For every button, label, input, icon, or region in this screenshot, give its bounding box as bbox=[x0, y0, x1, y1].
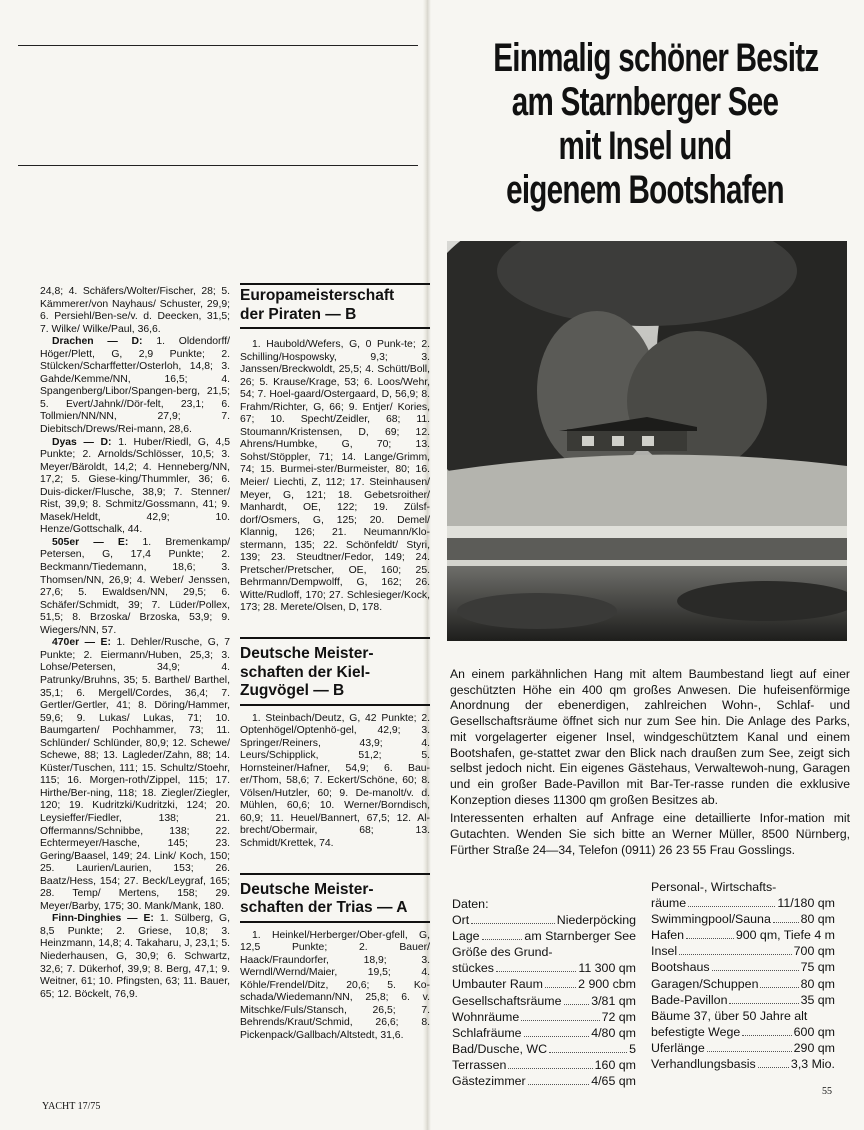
fact-leader-dots bbox=[686, 938, 734, 939]
section-rule bbox=[240, 637, 430, 639]
fact-value: 5 bbox=[629, 1041, 636, 1056]
results-text: 1. Dehler/Rusche, G, 7 Punkte; 2. Eiermann/Huben, 25,3; 3. Lohse/Petersen, 34,9; 4. Patrunky/Bruhns, 35; 5. Barthel/ Barthel, 35,1; 6. Mergell/Cordes, 36,4; 7. Gertler/Gertler, 41; 8. Döring/Hammer, 59,6; 9. Lukas/ Lukas, 71; 10. Baumgarten/ Pochhammer, 73; 11. Schlünder/ Schlünder, 80,9; 12. Schewe/ Schewe, 88; 13. Lagleder/Zahn, 88; 14. Küster/Tuschen, 111; 15. Schultz/Stoehr, 115; 16. Morgen-roth/Zippel, 115; 17. Hirthe/Ber-ning, 118; 18. Ziegler/Ziegler, 120; 19. Kudritzki/Kudritzki, 124; 20. Leysieffer/Fiedler, 138; 21. Offermanns/Schnibbe, 138; 22. Echtermeyer/Hasche, 145; 23. Gering/Baasel, 149; 24. Link/ Koch, 150; 25. Laurien/Laurien, 153; 26. Baatz/Hess, 154; 27. Beck/Leygraf, 165; 28. Temp/ Mertens, 158; 29. Meyer/Barby, 175; 30. Mank/Mank, 180. bbox=[40, 637, 231, 912]
estate-photo bbox=[447, 241, 847, 641]
fact-value: 700 qm bbox=[793, 944, 835, 959]
fact-value: 3/81 qm bbox=[591, 993, 636, 1008]
fact-label: stückes bbox=[452, 961, 495, 976]
kiel-results: 1. Steinbach/Deutz, G, 42 Punkte; 2. Optenhögel/Optenhö-gel, 42,9; 3. Springer/Reiners, 43,9; 4. Leurs/Schipplick, 51,2; 5. Hornsteiner/Hafner, 54,9; 6. Bau-er/Thom, 58,6; 7. Eckert/Schöne, 60; 8. Völsen/Hutzler, 60; 9. De-manolt/v. d. Mühlen, 60,6; 10. Werner/Borndisch, 60,9; 11. Heuel/Bannert, 67,5; 12. Al-brecht/Obermair, 68; 13. Schmidt/Krettek, 74. bbox=[240, 712, 430, 849]
fact-row bbox=[452, 944, 636, 960]
fact-row bbox=[651, 1008, 835, 1024]
ad-description: An einem parkähnlichen Hang mit altem Baumbestand liegt auf einer geschützten Höhe ein 400 qm großes Anwesen. Die hufeisenförmige Anordnung der ebenerdigen, zahlreichen Wohn-, Schlaf- und Gesellschaftsräume öffnet sich nur zum See hin. Die Anlage des Parks, mit vorgelagerter eigener Insel, windgeschütztem Kanal und einem Bootshafen, ge-stattet zwar den Blick nach draußen zum See, zeigt sich selbst jedoch nicht. Ein eigenes Gästehaus, Verwaltewoh-nung, Garagen und ein großer Bade-Pavillon mit Bar-Ter-rasse runden die exklusive Konzeption dieses 11300 qm großen Besitzes ab. bbox=[450, 667, 850, 807]
fact-value: 72 qm bbox=[601, 1009, 636, 1024]
results-paragraph: 505er — E: 1. Bremenkamp/ Petersen, G, 17,4 Punkte; 2. Beckmann/Tiedemann, 18,6; 3. Thomsen/NN, 26,9; 4. Weber/ Jenssen, 27,6; 5. Ewaldsen/NN, 29,5; 6. Schäfer/Schmidt, 39; 7. Lüder/Pollex, 51,5; 8. Brzoska/ Brzoska, 53,9; 9. Wiegers/NN, 57. bbox=[40, 536, 231, 636]
fact-row bbox=[452, 976, 636, 992]
headline-line: am Starnberger See bbox=[511, 80, 779, 124]
fact-value: 900 qm, Tiefe 4 m bbox=[735, 928, 835, 943]
fact-label: Swimmingpool/Sauna bbox=[651, 912, 771, 927]
fact-label: Insel bbox=[651, 944, 678, 959]
top-rule-1 bbox=[18, 45, 418, 46]
fact-row bbox=[452, 993, 636, 1009]
fact-label: Gästezimmer bbox=[452, 1074, 526, 1089]
section-title-kiel-zugvoegel: Deutsche Meister- schaften der Kiel- Zugvögel — B bbox=[240, 645, 374, 700]
fact-label: Bäume 37, über 50 Jahre alt bbox=[651, 1008, 808, 1023]
fact-label: Wohnräume bbox=[452, 1009, 520, 1024]
fact-value: am Starnberger See bbox=[524, 929, 636, 944]
fact-row bbox=[452, 1025, 636, 1041]
facts-right bbox=[651, 879, 835, 1072]
fact-row bbox=[651, 1024, 835, 1040]
results-text: 1. Sülberg, G, 8,5 Punkte; 2. Griese, 10,8; 3. Heinzmann, 14,8; 4. Takaharu, J, 23,1; 5. Niederhausen, G, 30,9; 6. Schwartz, 32,6; 7. Dükerhof, 39,9; 8. Berg, 47,1; 9. Weitner, 61; 10. Pfingsten, 63; 11. Bauer, 65; 12. Böckelt, 76,9. bbox=[40, 913, 230, 1000]
fact-row bbox=[651, 1040, 835, 1056]
fact-row bbox=[452, 960, 636, 976]
fact-value: 4/65 qm bbox=[591, 1074, 636, 1089]
fact-leader-dots bbox=[688, 906, 775, 907]
results-paragraph: Dyas — D: 1. Huber/Riedl, G, 4,5 Punkte; 2. Arnolds/Schlösser, 10,5; 3. Meyer/Bäroldt, 14,2; 4. Henneberg/NN, 17,2; 5. Giese-king/Thummler, 36; 6. Duis-dicker/Flusche, 38,9; 7. Stenner/ Rist, 39,9; 8. Schmitz/Gossmann, 41; 9. Masek/Heldt, 42,9; 10. Henze/Gottschalk, 44. bbox=[40, 436, 230, 536]
fact-label: Uferlänge bbox=[651, 1040, 705, 1055]
fact-row bbox=[452, 1041, 636, 1057]
piraten-results: 1. Haubold/Wefers, G, 0 Punk-te; 2. Schilling/Hospowsky, 9,3; 3. Janssen/Breckwoldt, 25,5; 4. Schütt/Boll, 26; 5. Krause/Krage, 53; 6. Loos/Wehr, 54; 7. Hoel-gaard/Ostergaard, D, 56,9; 8. Frahm/Richter, G, 66; 9. Entjer/ Kories, 67; 10. Specht/Zeidler, 68; 11. Stoumann/Kristensen, D, 69; 12. Ahrens/Humbke, G, 70; 13. Sohst/Stöppler, 71; 14. Lange/Grimm, 74; 15. Burmei-ster/Burmeister, 80; 16. Meier/ Liechti, Z, 112; 17. Steinhausen/ Meyer, G, 121; 18. Gebetsroither/ Manhardt, OE, 122; 19. Zülsf-dorf/Osmers, G, 125; 20. Demel/ Klannig, 126; 21. Neumann/Klo-stermann, 135; 22. Schönfeldt/ Styri, 139; 23. Steudtner/Fedor, 149; 24. Pretscher/Pretscher, OE, 160; 25. Behrmann/Dempwolff, G, 162; 26. Witte/Rudloff, 170; 27. Schlesieger/Kock, 173; 28. Merete/Olsen, D, 178. bbox=[240, 339, 430, 614]
top-rule-2 bbox=[18, 165, 418, 166]
section-title-trias: Deutsche Meister- schaften der Trias — A bbox=[240, 880, 408, 917]
fact-label: Umbauter Raum bbox=[452, 977, 543, 992]
facts-left bbox=[452, 896, 636, 1089]
fact-value: 3,3 Mio. bbox=[790, 1057, 835, 1072]
fact-label: Bade-Pavillon bbox=[651, 992, 728, 1007]
headline-line: Einmalig schöner Besitz bbox=[493, 36, 819, 80]
lake-house-image bbox=[447, 241, 847, 641]
fact-row bbox=[651, 992, 835, 1008]
results-text: 1. Huber/Riedl, G, 4,5 Punkte; 2. Arnolds/Schlösser, 10,5; 3. Meyer/Bäroldt, 14,2; 4. Henneberg/NN, 17,2; 5. Giese-king/Thummler, 36; 6. Duis-dicker/Flusche, 38,9; 7. Stenner/ Rist, 39,9; 8. Schmitz/Gossmann, 41; 9. Masek/Heldt, 42,9; 10. Henze/Gottschalk, 44. bbox=[40, 436, 230, 536]
section-title-piraten: Europameisterschaft der Piraten — B bbox=[240, 287, 395, 323]
fact-leader-dots bbox=[564, 1004, 590, 1005]
fact-row bbox=[452, 1057, 636, 1073]
results-text: 1. Oldendorff/ Höger/Plett, G, 2,9 Punkte; 2. Stülcken/Scharffetter/Osterloh, 14,8; 3. Gahde/Kemme/NN, 16,5; 4. Spangenberg/Libor/Spangen-berg, 21,5; 5. Evert/Jahnk//Dör-felt, 23,1; 6. Tollmien/NN/NN, 27,9; 7. Diebitsch/Drews/Rei-mann, 28,6. bbox=[40, 336, 230, 436]
fact-row bbox=[452, 928, 636, 944]
section-rule bbox=[240, 704, 430, 706]
facts-heading: Daten: bbox=[452, 897, 489, 911]
fact-leader-dots bbox=[528, 1084, 590, 1085]
fact-row bbox=[452, 1009, 636, 1025]
fact-value: Niederpöcking bbox=[556, 913, 636, 928]
results-column-left bbox=[40, 286, 230, 1001]
fact-row bbox=[651, 927, 835, 943]
fact-label: Garagen/Schuppen bbox=[651, 976, 759, 991]
headline-line: mit Insel und bbox=[558, 124, 732, 168]
section-rule bbox=[240, 283, 430, 285]
fact-label: Terrassen bbox=[452, 1057, 507, 1072]
section-rule bbox=[240, 921, 430, 923]
fact-row bbox=[651, 1056, 835, 1072]
fact-value: 160 qm bbox=[594, 1057, 636, 1072]
trias-results: 1. Heinkel/Herberger/Ober-gfell, G, 12,5 Punkte; 2. Bauer/ Haack/Fraundorfer, 18,9; 3. Werndl/Wernd/Maier, 19,5; 4. Köhle/Frendel/Ditz, 20,6; 5. Ko-schada/Wiedemann/NN, 25,8; 6. v. Mitschke/Fuls/Stansch, 26,5; 7. Behrends/Kraut/Schmid, 26,6; 8. Pickenpack/Gallbach/Altstedt, 31,6. bbox=[240, 929, 430, 1041]
results-paragraph: Drachen — D: 1. Oldendorff/ Höger/Plett, G, 2,9 Punkte; 2. Stülcken/Scharffetter/Osterloh, 14,8; 3. Gahde/Kemme/NN, 16,5; 4. Spangenberg/Libor/Spangen-berg, 21,5; 5. Evert/Jahnk//Dör-felt, 23,1; 6. Tollmien/NN/NN, 27,9; 7. Diebitsch/Drews/Rei-mann, 28,6. bbox=[40, 336, 230, 436]
fact-value: 11/180 qm bbox=[777, 896, 835, 911]
fact-row bbox=[651, 943, 835, 959]
results-column-middle bbox=[240, 283, 430, 1042]
fact-leader-dots bbox=[729, 1003, 798, 1004]
fact-row bbox=[452, 1073, 636, 1089]
section-rule bbox=[240, 873, 430, 875]
ad-body bbox=[450, 667, 850, 858]
fact-label: Lage bbox=[452, 929, 480, 944]
fact-leader-dots bbox=[471, 923, 555, 924]
fact-label: Gesellschaftsräume bbox=[452, 993, 562, 1008]
fact-label: räume bbox=[651, 896, 687, 911]
fact-leader-dots bbox=[508, 1068, 592, 1069]
fact-leader-dots bbox=[773, 922, 799, 923]
fact-leader-dots bbox=[679, 954, 791, 955]
fact-leader-dots bbox=[521, 1020, 599, 1021]
fact-value: 4/80 qm bbox=[591, 1025, 636, 1040]
results-text: 1. Bremenkamp/ Petersen, G, 17,4 Punkte; 2. Beckmann/Tiedemann, 18,6; 3. Thomsen/NN, 26,9; 4. Weber/ Jenssen, 27,6; 5. Ewaldsen/NN, 29,5; 6. Schäfer/Schmidt, 39; 7. Lüder/Pollex, 51,5; 8. Brzoska/ Brzoska, 53,9; 9. Wiegers/NN, 57. bbox=[40, 536, 231, 636]
page-number: 55 bbox=[822, 1086, 832, 1097]
ad-contact: Interessenten erhalten auf Anfrage eine detaillierte Infor-mation mit Gutachten. Wenden Sie sich bitte an Werner Müller, 8500 Nürnberg, Fürther Straße 24—34, Telefon (0911) 26 23 55 Frau Gosslings. bbox=[450, 811, 850, 857]
fact-label: Verhandlungsbasis bbox=[651, 1057, 756, 1072]
fact-label: befestigte Wege bbox=[651, 1024, 741, 1039]
results-paragraph: Finn-Dinghies — E: 1. Sülberg, G, 8,5 Punkte; 2. Griese, 10,8; 3. Heinzmann, 14,8; 4. Takaharu, J, 23,1; 5. Niederhausen, G, 30,9; 6. Schwartz, 32,6; 7. Dükerhof, 39,9; 8. Berg, 47,1; 9. Weitner, 61; 10. Pfingsten, 63; 11. Bauer, 65; 12. Böckelt, 76,9. bbox=[40, 913, 230, 1000]
fact-leader-dots bbox=[545, 987, 576, 988]
fact-value: 11 300 qm bbox=[578, 961, 636, 976]
fact-label: Schlafräume bbox=[452, 1025, 522, 1040]
fact-label: Personal-, Wirtschafts- bbox=[651, 880, 777, 894]
fact-value: 600 qm bbox=[793, 1024, 835, 1039]
fact-leader-dots bbox=[549, 1052, 627, 1053]
fact-value: 290 qm bbox=[793, 1040, 835, 1055]
headline-line: eigenem Bootshafen bbox=[506, 168, 784, 212]
fact-value: 75 qm bbox=[800, 960, 835, 975]
fact-label: Bad/Dusche, WC bbox=[452, 1041, 548, 1056]
fact-value: 80 qm bbox=[800, 976, 835, 991]
ad-headline bbox=[493, 36, 819, 212]
fact-row bbox=[651, 895, 835, 911]
fact-leader-dots bbox=[742, 1035, 791, 1036]
fact-row bbox=[651, 911, 835, 927]
footer-magazine-issue: YACHT 17/75 bbox=[42, 1101, 101, 1112]
fact-row bbox=[651, 976, 835, 992]
results-paragraph: 470er — E: 1. Dehler/Rusche, G, 7 Punkte; 2. Eiermann/Huben, 25,3; 3. Lohse/Petersen, 34,9; 4. Patrunky/Bruhns, 35; 5. Barthel/ Barthel, 35,1; 6. Mergell/Cordes, 36,4; 7. Gertler/Gertler, 41; 8. Döring/Hammer, 59,6; 9. Lukas/ Lukas, 71; 10. Baumgarten/ Pochhammer, 73; 11. Schlünder/ Schlünder, 80,9; 12. Schewe/ Schewe, 88; 13. Lagleder/Zahn, 88; 14. Küster/Tuschen, 111; 15. Schultz/Stoehr, 115; 16. Morgen-roth/Zippel, 115; 17. Hirthe/Ber-ning, 118; 18. Ziegler/Ziegler, 120; 19. Kudritzki/Kudritzki, 124; 20. Leysieffer/Fiedler, 138; 21. Offermanns/Schnibbe, 138; 22. Echtermeyer/Hasche, 145; 23. Gering/Baasel, 149; 24. Link/ Koch, 150; 25. Laurien/Laurien, 153; 26. Baatz/Hess, 154; 27. Beck/Leygraf, 165; 28. Temp/ Mertens, 158; 29. Meyer/Barby, 175; 30. Mank/Mank, 180. bbox=[40, 637, 231, 912]
results-paragraph: 24,8; 4. Schäfers/Wolter/Fischer, 28; 5. Kämmerer/von Nayhaus/ Schuster, 29,9; 6. Persiehl/Ben-se/v. d. Deecken, 31,5; 7. Wilke/ Wilke/Paul, 36,6. bbox=[40, 286, 230, 335]
fact-leader-dots bbox=[707, 1051, 792, 1052]
fact-row bbox=[651, 959, 835, 975]
fact-value: 80 qm bbox=[800, 912, 835, 927]
fact-row bbox=[651, 879, 835, 895]
fact-label: Bootshaus bbox=[651, 960, 710, 975]
fact-label: Größe des Grund- bbox=[452, 945, 553, 960]
fact-label: Hafen bbox=[651, 928, 685, 943]
fact-leader-dots bbox=[712, 970, 799, 971]
fact-value: 35 qm bbox=[800, 992, 835, 1007]
fact-leader-dots bbox=[758, 1067, 789, 1068]
fact-label: Ort bbox=[452, 913, 470, 928]
section-rule bbox=[240, 327, 430, 329]
fact-leader-dots bbox=[524, 1036, 590, 1037]
fact-leader-dots bbox=[760, 987, 798, 988]
fact-leader-dots bbox=[496, 971, 576, 972]
fact-row bbox=[452, 912, 636, 928]
fact-value: 2 900 cbm bbox=[578, 977, 636, 992]
fact-leader-dots bbox=[482, 939, 523, 940]
